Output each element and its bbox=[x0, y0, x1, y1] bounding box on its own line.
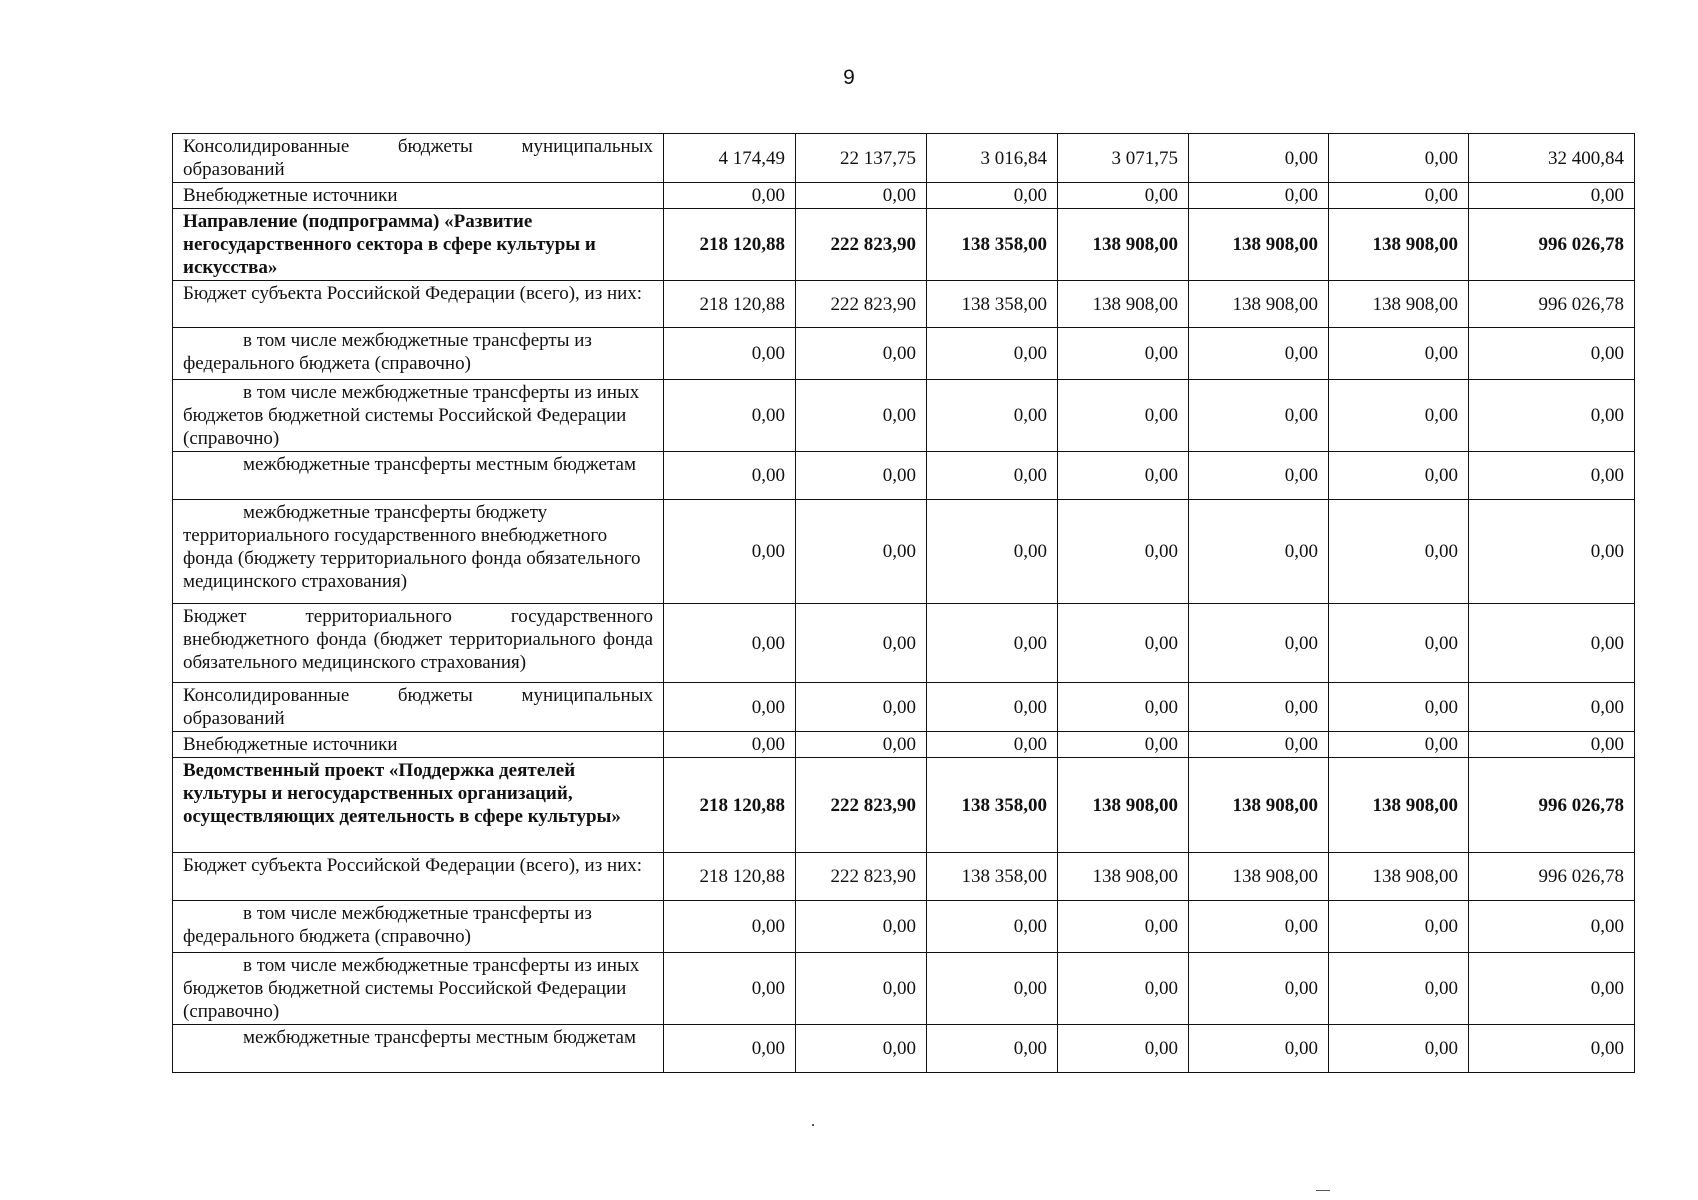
value-cell: 0,00 bbox=[796, 1025, 927, 1073]
value-cell: 0,00 bbox=[1469, 732, 1635, 758]
value-cell: 32 400,84 bbox=[1469, 134, 1635, 183]
value-cell: 0,00 bbox=[1329, 953, 1469, 1025]
value-cell: 0,00 bbox=[796, 901, 927, 953]
table-row bbox=[173, 901, 1635, 953]
value-cell: 138 358,00 bbox=[927, 853, 1058, 901]
value-cell: 0,00 bbox=[664, 452, 796, 500]
value-cell: 0,00 bbox=[796, 604, 927, 683]
value-cell: 0,00 bbox=[664, 683, 796, 732]
value-cell: 138 908,00 bbox=[1189, 758, 1329, 853]
value-cell: 0,00 bbox=[1469, 953, 1635, 1025]
value-cell: 0,00 bbox=[1329, 901, 1469, 953]
value-cell: 0,00 bbox=[1329, 452, 1469, 500]
table-row bbox=[173, 1025, 1635, 1073]
value-cell: 0,00 bbox=[664, 901, 796, 953]
row-label: Внебюджетные источники bbox=[173, 732, 664, 758]
value-cell: 0,00 bbox=[1189, 953, 1329, 1025]
value-cell: 0,00 bbox=[927, 328, 1058, 380]
value-cell: 138 908,00 bbox=[1329, 209, 1469, 281]
value-cell: 0,00 bbox=[927, 1025, 1058, 1073]
value-cell: 0,00 bbox=[1189, 901, 1329, 953]
page-number: 9 bbox=[843, 66, 855, 89]
value-cell: 218 120,88 bbox=[664, 209, 796, 281]
value-cell: 0,00 bbox=[1189, 683, 1329, 732]
value-cell: 0,00 bbox=[927, 604, 1058, 683]
scan-dot bbox=[812, 1124, 814, 1126]
value-cell: 0,00 bbox=[1058, 380, 1189, 452]
value-cell: 138 908,00 bbox=[1329, 853, 1469, 901]
value-cell: 0,00 bbox=[1058, 732, 1189, 758]
table-row bbox=[173, 452, 1635, 500]
value-cell: 0,00 bbox=[1329, 183, 1469, 209]
value-cell: 0,00 bbox=[1329, 683, 1469, 732]
table-row bbox=[173, 209, 1635, 281]
value-cell: 0,00 bbox=[927, 953, 1058, 1025]
table-row bbox=[173, 328, 1635, 380]
table-row bbox=[173, 380, 1635, 452]
value-cell: 0,00 bbox=[1058, 183, 1189, 209]
value-cell: 138 908,00 bbox=[1058, 281, 1189, 328]
value-cell: 138 358,00 bbox=[927, 758, 1058, 853]
value-cell: 0,00 bbox=[796, 452, 927, 500]
value-cell: 0,00 bbox=[1329, 328, 1469, 380]
value-cell: 0,00 bbox=[1329, 134, 1469, 183]
budget-table bbox=[172, 133, 1635, 1073]
value-cell: 138 908,00 bbox=[1058, 758, 1189, 853]
table-row bbox=[173, 732, 1635, 758]
value-cell: 0,00 bbox=[1058, 500, 1189, 604]
value-cell: 0,00 bbox=[1058, 1025, 1189, 1073]
value-cell: 0,00 bbox=[796, 183, 927, 209]
row-label: в том числе межбюджетные трансферты из федерального бюджета (справочно) bbox=[173, 328, 664, 380]
value-cell: 0,00 bbox=[1329, 732, 1469, 758]
value-cell: 138 908,00 bbox=[1189, 853, 1329, 901]
value-cell: 0,00 bbox=[664, 732, 796, 758]
value-cell: 0,00 bbox=[1058, 683, 1189, 732]
value-cell: 0,00 bbox=[1469, 1025, 1635, 1073]
value-cell: 0,00 bbox=[664, 953, 796, 1025]
value-cell: 138 908,00 bbox=[1329, 281, 1469, 328]
value-cell: 0,00 bbox=[1189, 500, 1329, 604]
row-label: в том числе межбюджетные трансферты из иных бюджетов бюджетной системы Российской Федерации (справочно) bbox=[173, 953, 664, 1025]
value-cell: 0,00 bbox=[796, 732, 927, 758]
value-cell: 996 026,78 bbox=[1469, 281, 1635, 328]
value-cell: 138 908,00 bbox=[1189, 281, 1329, 328]
value-cell: 0,00 bbox=[927, 732, 1058, 758]
table-row bbox=[173, 853, 1635, 901]
value-cell: 222 823,90 bbox=[796, 853, 927, 901]
value-cell: 222 823,90 bbox=[796, 209, 927, 281]
value-cell: 0,00 bbox=[664, 380, 796, 452]
value-cell: 0,00 bbox=[1058, 328, 1189, 380]
value-cell: 22 137,75 bbox=[796, 134, 927, 183]
value-cell: 0,00 bbox=[927, 183, 1058, 209]
row-label: Бюджет субъекта Российской Федерации (всего), из них: bbox=[173, 853, 664, 901]
value-cell: 0,00 bbox=[927, 452, 1058, 500]
value-cell: 0,00 bbox=[796, 683, 927, 732]
value-cell: 0,00 bbox=[664, 500, 796, 604]
value-cell: 218 120,88 bbox=[664, 853, 796, 901]
value-cell: 0,00 bbox=[1058, 604, 1189, 683]
value-cell: 0,00 bbox=[1469, 901, 1635, 953]
table-row bbox=[173, 758, 1635, 853]
row-label: межбюджетные трансферты местным бюджетам bbox=[173, 1025, 664, 1073]
value-cell: 996 026,78 bbox=[1469, 758, 1635, 853]
value-cell: 0,00 bbox=[796, 500, 927, 604]
budget-table-body bbox=[173, 134, 1635, 1073]
value-cell: 138 908,00 bbox=[1329, 758, 1469, 853]
value-cell: 996 026,78 bbox=[1469, 209, 1635, 281]
value-cell: 0,00 bbox=[1469, 452, 1635, 500]
row-label: в том числе межбюджетные трансферты из федерального бюджета (справочно) bbox=[173, 901, 664, 953]
value-cell: 3 016,84 bbox=[927, 134, 1058, 183]
table-row bbox=[173, 953, 1635, 1025]
value-cell: 0,00 bbox=[927, 380, 1058, 452]
value-cell: 0,00 bbox=[927, 683, 1058, 732]
value-cell: 0,00 bbox=[1189, 1025, 1329, 1073]
value-cell: 222 823,90 bbox=[796, 758, 927, 853]
value-cell: 0,00 bbox=[1058, 953, 1189, 1025]
value-cell: 138 908,00 bbox=[1189, 209, 1329, 281]
value-cell: 0,00 bbox=[1189, 134, 1329, 183]
row-label: межбюджетные трансферты местным бюджетам bbox=[173, 452, 664, 500]
value-cell: 3 071,75 bbox=[1058, 134, 1189, 183]
value-cell: 218 120,88 bbox=[664, 758, 796, 853]
value-cell: 0,00 bbox=[1329, 1025, 1469, 1073]
row-label: межбюджетные трансферты бюджету территориального государственного внебюджетного фонда (бюджету территориального фонда обязательного медицинского страхования) bbox=[173, 500, 664, 604]
scan-dash bbox=[1316, 1190, 1330, 1191]
value-cell: 0,00 bbox=[927, 500, 1058, 604]
row-label: Направление (подпрограмма) «Развитие негосударственного сектора в сфере культуры и искусства» bbox=[173, 209, 664, 281]
value-cell: 138 358,00 bbox=[927, 281, 1058, 328]
row-label: Консолидированные бюджеты муниципальных образований bbox=[173, 683, 664, 732]
value-cell: 138 908,00 bbox=[1058, 853, 1189, 901]
table-row bbox=[173, 281, 1635, 328]
value-cell: 138 908,00 bbox=[1058, 209, 1189, 281]
value-cell: 0,00 bbox=[1469, 604, 1635, 683]
value-cell: 0,00 bbox=[664, 1025, 796, 1073]
value-cell: 0,00 bbox=[1329, 604, 1469, 683]
row-label: Консолидированные бюджеты муниципальных образований bbox=[173, 134, 664, 183]
value-cell: 0,00 bbox=[796, 380, 927, 452]
table-row bbox=[173, 134, 1635, 183]
value-cell: 0,00 bbox=[1469, 500, 1635, 604]
value-cell: 0,00 bbox=[1469, 328, 1635, 380]
table-row bbox=[173, 183, 1635, 209]
value-cell: 0,00 bbox=[1189, 452, 1329, 500]
value-cell: 0,00 bbox=[1469, 183, 1635, 209]
value-cell: 0,00 bbox=[1189, 183, 1329, 209]
row-label: Внебюджетные источники bbox=[173, 183, 664, 209]
row-label: Бюджет территориального государственного внебюджетного фонда (бюджет территориального фонда обязательного медицинского страхования) bbox=[173, 604, 664, 683]
value-cell: 0,00 bbox=[796, 328, 927, 380]
value-cell: 0,00 bbox=[1469, 683, 1635, 732]
value-cell: 222 823,90 bbox=[796, 281, 927, 328]
value-cell: 0,00 bbox=[1469, 380, 1635, 452]
value-cell: 0,00 bbox=[664, 604, 796, 683]
table-row bbox=[173, 683, 1635, 732]
value-cell: 218 120,88 bbox=[664, 281, 796, 328]
value-cell: 996 026,78 bbox=[1469, 853, 1635, 901]
value-cell: 138 358,00 bbox=[927, 209, 1058, 281]
value-cell: 0,00 bbox=[1189, 380, 1329, 452]
value-cell: 0,00 bbox=[1189, 328, 1329, 380]
value-cell: 0,00 bbox=[927, 901, 1058, 953]
value-cell: 0,00 bbox=[1058, 901, 1189, 953]
table-row bbox=[173, 500, 1635, 604]
value-cell: 0,00 bbox=[664, 183, 796, 209]
table-row bbox=[173, 604, 1635, 683]
value-cell: 0,00 bbox=[664, 328, 796, 380]
value-cell: 0,00 bbox=[1058, 452, 1189, 500]
row-label: Бюджет субъекта Российской Федерации (всего), из них: bbox=[173, 281, 664, 328]
value-cell: 0,00 bbox=[1189, 604, 1329, 683]
value-cell: 0,00 bbox=[1329, 500, 1469, 604]
value-cell: 4 174,49 bbox=[664, 134, 796, 183]
value-cell: 0,00 bbox=[796, 953, 927, 1025]
row-label: Ведомственный проект «Поддержка деятелей культуры и негосударственных организаций, осуществляющих деятельность в сфере культуры» bbox=[173, 758, 664, 853]
value-cell: 0,00 bbox=[1189, 732, 1329, 758]
value-cell: 0,00 bbox=[1329, 380, 1469, 452]
row-label: в том числе межбюджетные трансферты из иных бюджетов бюджетной системы Российской Федерации (справочно) bbox=[173, 380, 664, 452]
